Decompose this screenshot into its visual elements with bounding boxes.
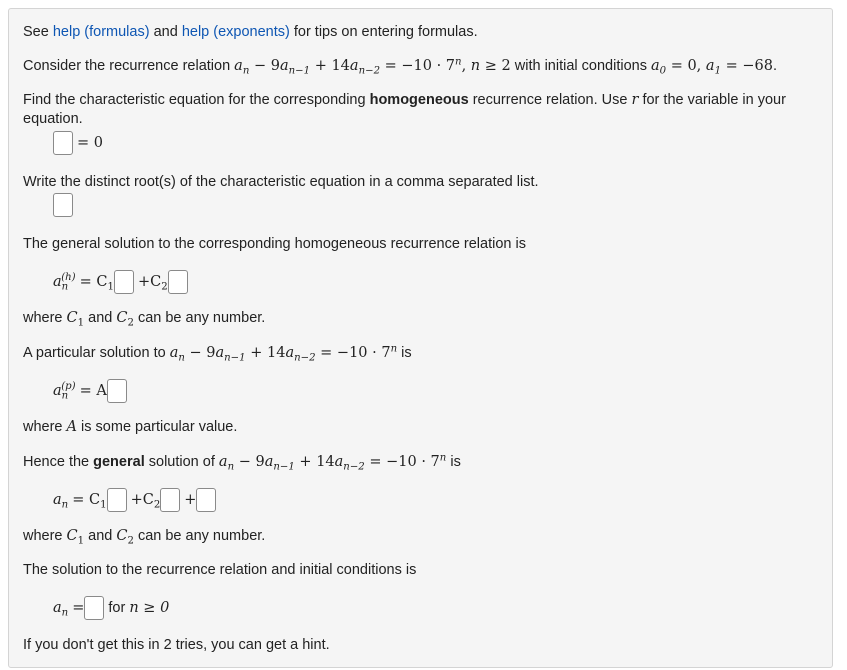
homog-solution-row: $a_n^{(h)} = C_1 +C_2$	[53, 270, 188, 294]
q6-line: The solution to the recurrence relation and initial conditions is	[23, 562, 417, 578]
q3-where-line: where $C_1$ and $C_2$ can be any number.	[23, 310, 266, 329]
final-solution-row: $a_n$ = for n ≥ 0	[53, 596, 169, 620]
intro-line: See help (formulas) and help (exponents) for tips on entering formulas.	[23, 24, 478, 40]
final-solution-input[interactable]	[84, 596, 104, 620]
general-solution-row: $a_n = C_1 +C_2$ +	[53, 488, 216, 512]
hint-note: If you don't get this in 2 tries, you can get a hint.	[23, 637, 330, 653]
recurrence-formula: $a_n - 9a_{n-1} + 14a_{n-2} = -10 \cdot 7^n$, n ≥ 2	[234, 56, 511, 77]
q2-line: Write the distinct root(s) of the characteristic equation in a comma separated list.	[23, 174, 539, 190]
char-equation-input[interactable]	[53, 131, 73, 155]
q3-line: The general solution to the corresponding homogeneous recurrence relation is	[23, 236, 526, 252]
homog-term2-input[interactable]	[168, 270, 188, 294]
homog-term1-input[interactable]	[114, 270, 134, 294]
general-term1-input[interactable]	[107, 488, 127, 512]
particular-solution-row: $a_n^{(p)} = A$	[53, 379, 127, 403]
q1-line2: equation.	[23, 111, 83, 127]
problem-panel	[8, 8, 833, 668]
q1-line1: Find the characteristic equation for the corresponding homogeneous recurrence relation. Use r for the variable in your	[23, 92, 786, 108]
consider-line: Consider the recurrence relation $a_n - 9a_{n-1} + 14a_{n-2} = -10 \cdot 7^n$, n ≥ 2 with initial conditions $a_0 = 0$, $a_1 = -68$.	[23, 56, 778, 77]
char-equation-row: = 0	[53, 131, 103, 155]
roots-row	[53, 193, 73, 217]
general-particular-input[interactable]	[196, 488, 216, 512]
general-term2-input[interactable]	[160, 488, 180, 512]
particular-input[interactable]	[107, 379, 127, 403]
q5-line: Hence the general solution of $a_n - 9a_{n-1} + 14a_{n-2} = -10 \cdot 7^n$ is	[23, 452, 461, 473]
help-exponents-link[interactable]: help (exponents)	[181, 24, 290, 40]
q4-line: A particular solution to $a_n - 9a_{n-1} + 14a_{n-2} = -10 \cdot 7^n$ is	[23, 343, 412, 364]
roots-input[interactable]	[53, 193, 73, 217]
help-formulas-link[interactable]: help (formulas)	[52, 24, 150, 40]
q5-where-line: where $C_1$ and $C_2$ can be any number.	[23, 528, 266, 547]
q4-where-line: where A is some particular value.	[23, 419, 238, 435]
initial-conditions: $a_0 = 0$, $a_1 = -68$	[650, 58, 773, 77]
